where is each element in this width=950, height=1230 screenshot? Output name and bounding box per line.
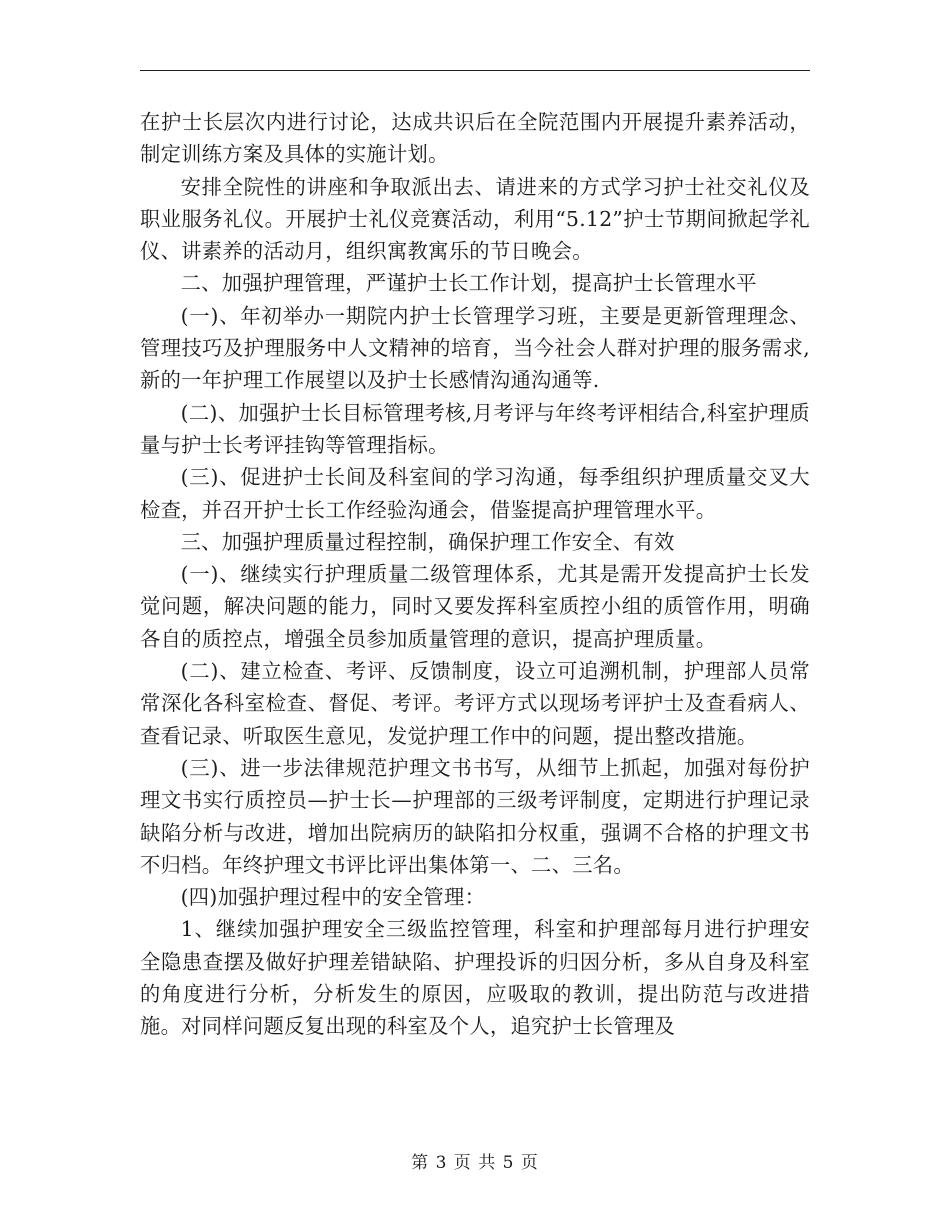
section-heading: 三、加强护理质量过程控制，确保护理工作安全、有效 [180,529,675,554]
paragraph-continuation: 在护士长层次内进行讨论，达成共识后在全院范围内开展提升素养活动，制定训练方案及具体的实施计划。 [140,110,810,167]
paragraph: (一)、继续实行护理质量二级管理体系，尤其是需开发提高护士长发觉问题，解决问题的能力，同时又要发挥科室质控小组的质管作用，明确各自的质控点，增强全员参加质量管理的意识，提高护理质量。 [140,562,810,651]
paragraph: (二)、建立检查、考评、反馈制度，设立可追溯机制，护理部人员常常深化各科室检查、督促、考评。考评方式以现场考评护士及查看病人、查看记录、听取医生意见，发觉护理工作中的问题，提出整改措施。 [140,659,810,748]
paragraph: 1、继续加强护理安全三级监控管理，科室和护理部每月进行护理安全隐患查摆及做好护理差错缺陷、护理投诉的归因分析，多从自身及科室的角度进行分析，分析发生的原因，应吸取的教训，提出防范与改进措施。对同样问题反复出现的科室及个人，追究护士长管理及 [140,917,810,1039]
header-rule [140,70,810,71]
section-heading: 二、加强护理管理，严谨护士长工作计划，提高护士长管理水平 [180,271,757,296]
page-footer: 第 3 页 共 5 页 [411,1153,539,1173]
paragraph: (一)、年初举办一期院内护士长管理学习班，主要是更新管理理念、管理技巧及护理服务中人文精神的培育，当今社会人群对护理的服务需求,新的一年护理工作展望以及护士长感情沟通沟通等. [140,303,810,393]
paragraph: 安排全院性的讲座和争取派出去、请进来的方式学习护士社交礼仪及职业服务礼仪。开展护士礼仪竞赛活动，利用“5.12”护士节期间掀起学礼仪、讲素养的活动月，组织寓教寓乐的节日晚会。 [140,174,810,264]
paragraph: (二)、加强护士长目标管理考核,月考评与年终考评相结合,科室护理质量与护士长考评挂钩等管理指标。 [140,400,810,457]
document-body [140,106,810,1043]
subsection-heading: (四)加强护理过程中的安全管理： [180,885,486,910]
paragraph: (三)、进一步法律规范护理文书书写，从细节上抓起，加强对每份护理文书实行质控员—护士长—护理部的三级考评制度，定期进行护理记录缺陷分析与改进，增加出院病历的缺陷扣分权重，强调不合格的护理文书不归档。年终护理文书评比评出集体第一、二、三名。 [140,755,810,877]
paragraph: (三)、促进护士长间及科室间的学习沟通，每季组织护理质量交叉大检查，并召开护士长工作经验沟通会，借鉴提高护理管理水平。 [140,465,810,522]
